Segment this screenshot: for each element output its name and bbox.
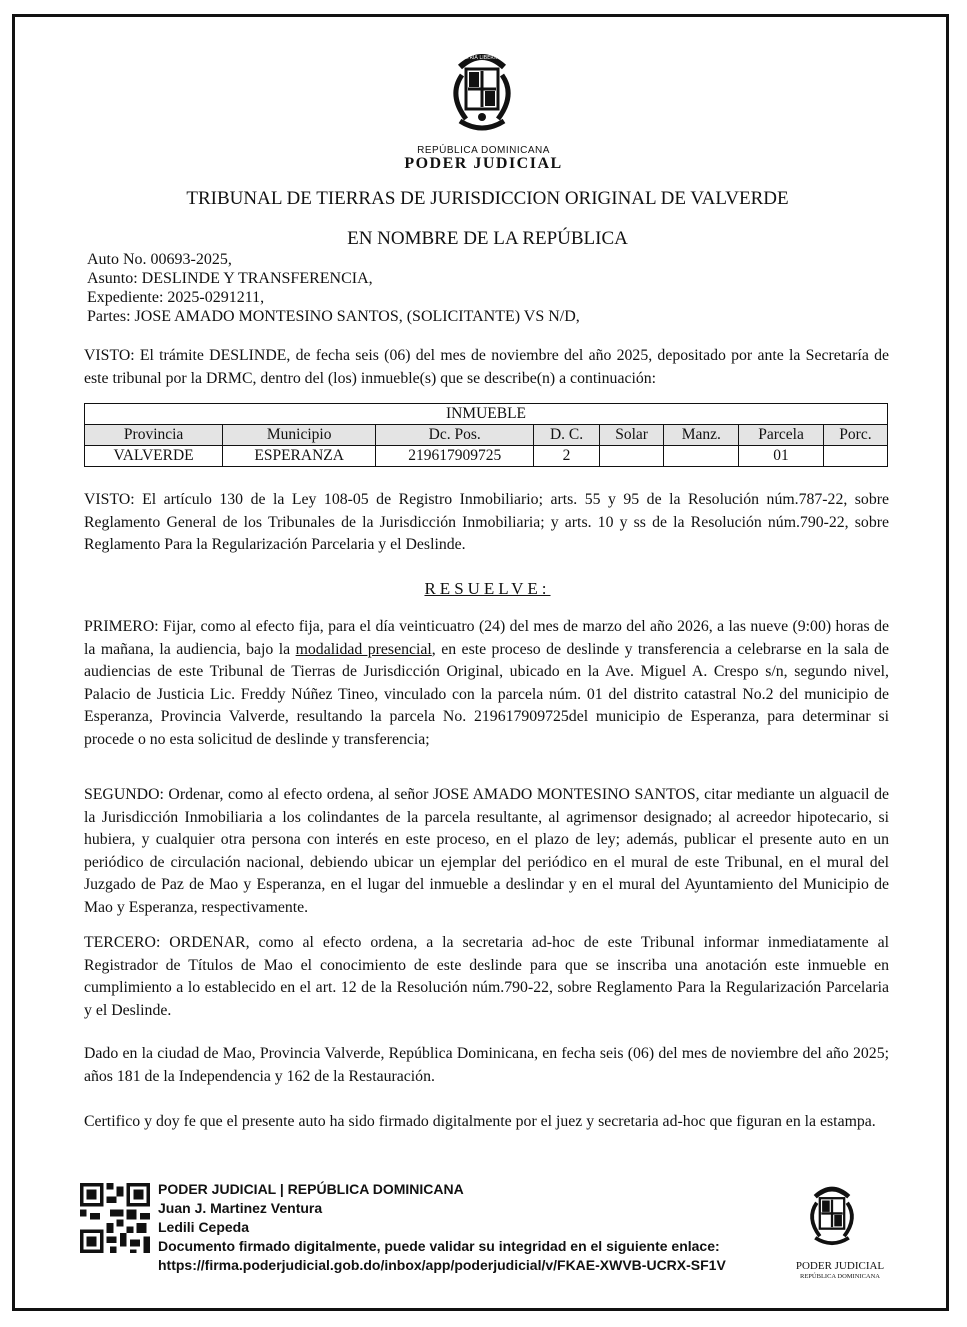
footer-country: REPÚBLICA DOMINICANA bbox=[800, 1273, 880, 1280]
resuelve-heading: RESUELVE: bbox=[424, 579, 551, 598]
signature-judge: Juan J. Martinez Ventura bbox=[158, 1200, 323, 1216]
table-row bbox=[85, 446, 888, 467]
digital-signature-block bbox=[158, 1180, 726, 1275]
segundo-paragraph: SEGUNDO: Ordenar, como al efecto ordena, al señor JOSE AMADO MONTESINO SANTOS, citar mediante un alguacil de la Jurisdicción Inmobiliaria a los colindantes de la parcela resultante, al agrimensor designado; al acreedor hipotecario, si hubiera, y cualquier otra persona con interés en este proceso, en el plazo de ley; además, publicar el presente auto en un periódico de circulación nacional, debiendo ubicar un ejemplar del periódico en el mural de este Tribunal, en el mural del Juzgado de Paz de Mao y Esperanza, en el lugar del inmueble a deslindar y en el mural del Ayuntamiento del Municipio de Mao y Esperanza, respectivamente. bbox=[84, 786, 889, 916]
table-cell bbox=[599, 446, 664, 467]
qr-code-icon[interactable] bbox=[80, 1183, 150, 1253]
column-header: D. C. bbox=[534, 425, 599, 446]
primero-text-end: , en este proceso de deslinde y transferencia a celebrarse en la sala de audiencias de este Tribunal de Tierras de Jurisdicción Original, ubicado en la Ave. Miguel A. Crespo s/n, segundo nivel, Palacio de Justicia Lic. Freddy Núñez Tineo, vinculado con la parcela núm. 01 del distrito catastral No.2 del municipio de Esperanza, Provincia Valverde, resultando la parcela No. 219617909725del municipio de Esperanza, para determinar si procede o no esta solicitud de deslinde y transferencia; bbox=[84, 640, 889, 748]
visto-paragraph-2: VISTO: El artículo 130 de la Ley 108-05 de Registro Inmobiliario; arts. 55 y 95 de la Resolución núm.787-22, sobre Reglamento General de los Tribunales de la Jurisdicción Inmobiliaria; y arts. 10 y ss de la Resolución núm.790-22, sobre Reglamento Para la Regularización Parcelaria y el Deslinde. bbox=[84, 491, 889, 553]
organization-label: PODER JUDICIAL bbox=[404, 155, 563, 172]
expediente: Expediente: 2025-0291211, bbox=[87, 289, 265, 306]
signature-institution: PODER JUDICIAL | REPÚBLICA DOMINICANA bbox=[158, 1181, 464, 1197]
table-cell: 219617909725 bbox=[376, 446, 534, 467]
column-header: Dc. Pos. bbox=[376, 425, 534, 446]
table-cell bbox=[664, 446, 739, 467]
modalidad-underlined: modalidad presencial bbox=[295, 640, 432, 658]
auto-number: Auto No. 00693-2025, bbox=[87, 251, 232, 268]
signature-notice: Documento firmado digitalmente, puede validar su integridad en el siguiente enlace: bbox=[158, 1238, 720, 1254]
table-cell: 2 bbox=[534, 446, 599, 467]
coat-of-arms-icon bbox=[440, 45, 524, 145]
asunto: Asunto: DESLINDE Y TRANSFERENCIA, bbox=[87, 270, 373, 287]
certifico-paragraph: Certifico y doy fe que el presente auto ha sido firmado digitalmente por el juez y secretaria ad-hoc que figuran en la estampa. bbox=[84, 1113, 876, 1130]
primero-paragraph bbox=[84, 616, 889, 751]
column-header: Manz. bbox=[664, 425, 739, 446]
visto-paragraph-1: VISTO: El trámite DESLINDE, de fecha seis (06) del mes de noviembre del año 2025, depositado por ante la Secretaría de este tribunal por la DRMC, dentro del (los) inmueble(s) que se describe(n) a continuación: bbox=[84, 347, 889, 387]
primero-text-start: PRIMERO: Fijar, como al efecto fija, para el día veinticuatro (24) del mes de marzo del año 2026, a las nueve (9:00) horas de la mañana, la audiencia, bajo la bbox=[84, 618, 889, 658]
table-cell: 01 bbox=[739, 446, 824, 467]
seal-motto: PATRIA LIBERTAD bbox=[460, 55, 504, 61]
dado-paragraph: Dado en la ciudad de Mao, Provincia Valverde, República Dominicana, en fecha seis (06) del mes de noviembre del año 2025; años 181 de la Independencia y 162 de la Restauración. bbox=[84, 1045, 889, 1085]
coat-of-arms-icon bbox=[800, 1178, 864, 1258]
court-title: TRIBUNAL DE TIERRAS DE JURISDICCION ORIGINAL DE VALVERDE bbox=[186, 188, 789, 209]
column-header: Municipio bbox=[223, 425, 376, 446]
column-header: Porc. bbox=[823, 425, 887, 446]
property-table bbox=[84, 403, 888, 467]
table-cell bbox=[823, 446, 887, 467]
signature-validation-link[interactable]: https://firma.poderjudicial.gob.do/inbox/app/poderjudicial/v/FKAE-XWVB-UCRX-SF1V bbox=[158, 1257, 726, 1273]
signature-secretary: Ledili Cepeda bbox=[158, 1219, 250, 1235]
country-label: REPÚBLICA DOMINICANA bbox=[417, 145, 550, 156]
republic-heading: EN NOMBRE DE LA REPÚBLICA bbox=[347, 228, 628, 249]
column-header: Parcela bbox=[739, 425, 824, 446]
column-header: Solar bbox=[599, 425, 664, 446]
footer-organization: PODER JUDICIAL bbox=[795, 1260, 885, 1272]
case-details bbox=[87, 250, 580, 326]
table-cell: VALVERDE bbox=[85, 446, 223, 467]
partes: Partes: JOSE AMADO MONTESINO SANTOS, (SOLICITANTE) VS N/D, bbox=[87, 308, 580, 325]
property-table-caption: INMUEBLE bbox=[85, 404, 888, 425]
column-header: Provincia bbox=[85, 425, 223, 446]
tercero-paragraph: TERCERO: ORDENAR, como al efecto ordena, a la secretaria ad-hoc de este Tribunal informar inmediatamente al Registrador de Títulos de Mao el conocimiento de este deslinde para que se inscriba una anotación este inmueble en cumplimiento a lo establecido en el art. 12 de la Resolución núm.790-22, sobre Reglamento Para la Regularización Parcelaria y el Deslinde. bbox=[84, 934, 889, 1019]
table-cell: ESPERANZA bbox=[223, 446, 376, 467]
